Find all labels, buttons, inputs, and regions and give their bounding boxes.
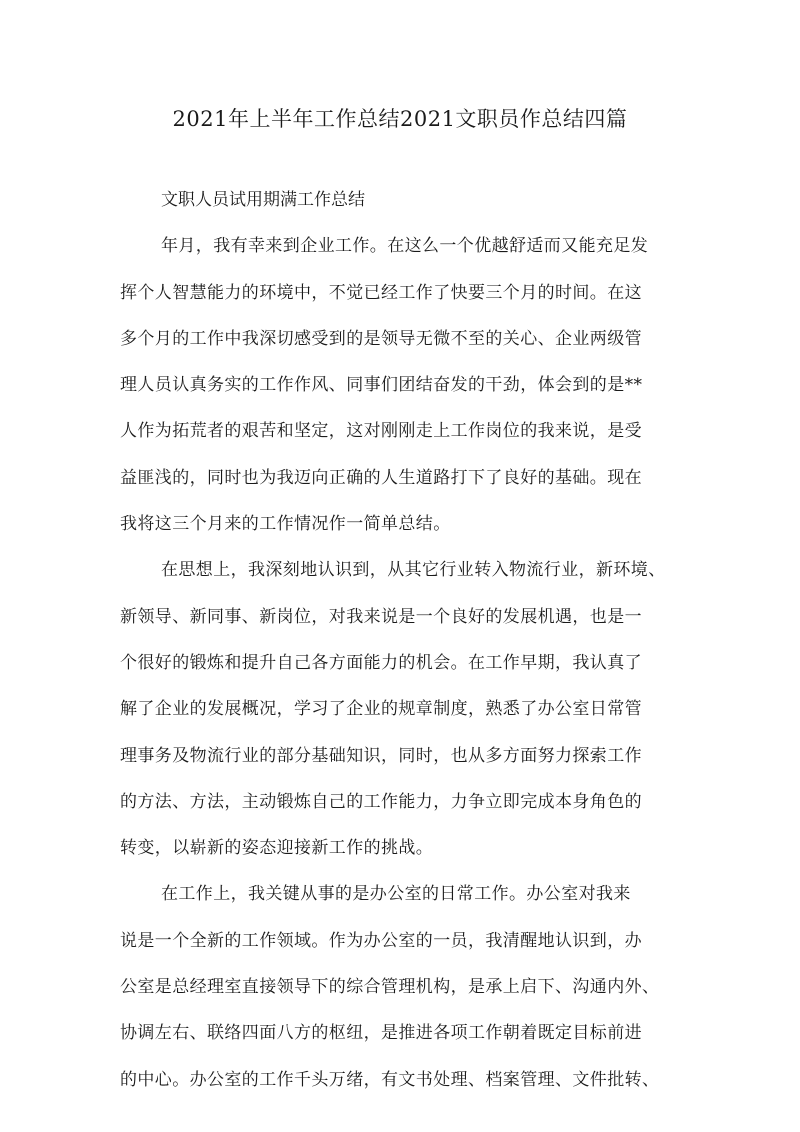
paragraph-line: 理事务及物流行业的部分基础知识，同时，也从多方面努力探索工作 (120, 746, 642, 766)
paragraph-line: 公室是总经理室直接领导下的综合管理机构，是承上启下、沟通内外、 (120, 977, 660, 997)
paragraph-line: 年月，我有幸来到企业工作。在这么一个优越舒适而又能充足发 (161, 236, 649, 256)
paragraph-line: 在工作上，我关键从事的是办公室的日常工作。办公室对我来 (161, 884, 631, 904)
document-subtitle: 文职人员试用期满工作总结 (161, 190, 365, 210)
paragraph-line: 转变，以崭新的姿态迎接新工作的挑战。 (120, 838, 434, 858)
paragraph-line: 在思想上，我深刻地认识到，从其它行业转入物流行业，新环境、 (161, 560, 666, 580)
paragraph-line: 新领导、新同事、新岗位，对我来说是一个良好的发展机遇，也是一 (120, 607, 642, 627)
paragraph-line: 挥个人智慧能力的环境中，不觉已经工作了快要三个月的时间。在这 (120, 283, 642, 303)
paragraph-line: 解了企业的发展概况，学习了企业的规章制度，熟悉了办公室日常管 (120, 699, 642, 719)
paragraph-line: 多个月的工作中我深切感受到的是领导无微不至的关心、企业两级管 (120, 329, 642, 349)
paragraph-line: 益匪浅的，同时也为我迈向正确的人生道路打下了良好的基础。现在 (120, 468, 642, 488)
document-title: 2021年上半年工作总结2021文职员作总结四篇 (172, 107, 628, 131)
paragraph-line: 协调左右、联络四面八方的枢纽，是推进各项工作朝着既定目标前进 (120, 1023, 642, 1043)
paragraph-line: 说是一个全新的工作领域。作为办公室的一员，我清醒地认识到，办 (120, 931, 642, 951)
paragraph-line: 个很好的锻炼和提升自己各方面能力的机会。在工作早期，我认真了 (120, 653, 642, 673)
paragraph-line: 理人员认真务实的工作作风、同事们团结奋发的干劲，体会到的是** (120, 375, 643, 395)
paragraph-line: 的方法、方法，主动锻炼自己的工作能力，力争立即完成本身角色的 (120, 792, 642, 812)
paragraph-line: 我将这三个月来的工作情况作一简单总结。 (120, 514, 451, 534)
paragraph-line: 人作为拓荒者的艰苦和坚定，这对刚刚走上工作岗位的我来说，是受 (120, 421, 642, 441)
paragraph-line: 的中心。办公室的工作千头万绪，有文书处理、档案管理、文件批转、 (120, 1070, 660, 1090)
